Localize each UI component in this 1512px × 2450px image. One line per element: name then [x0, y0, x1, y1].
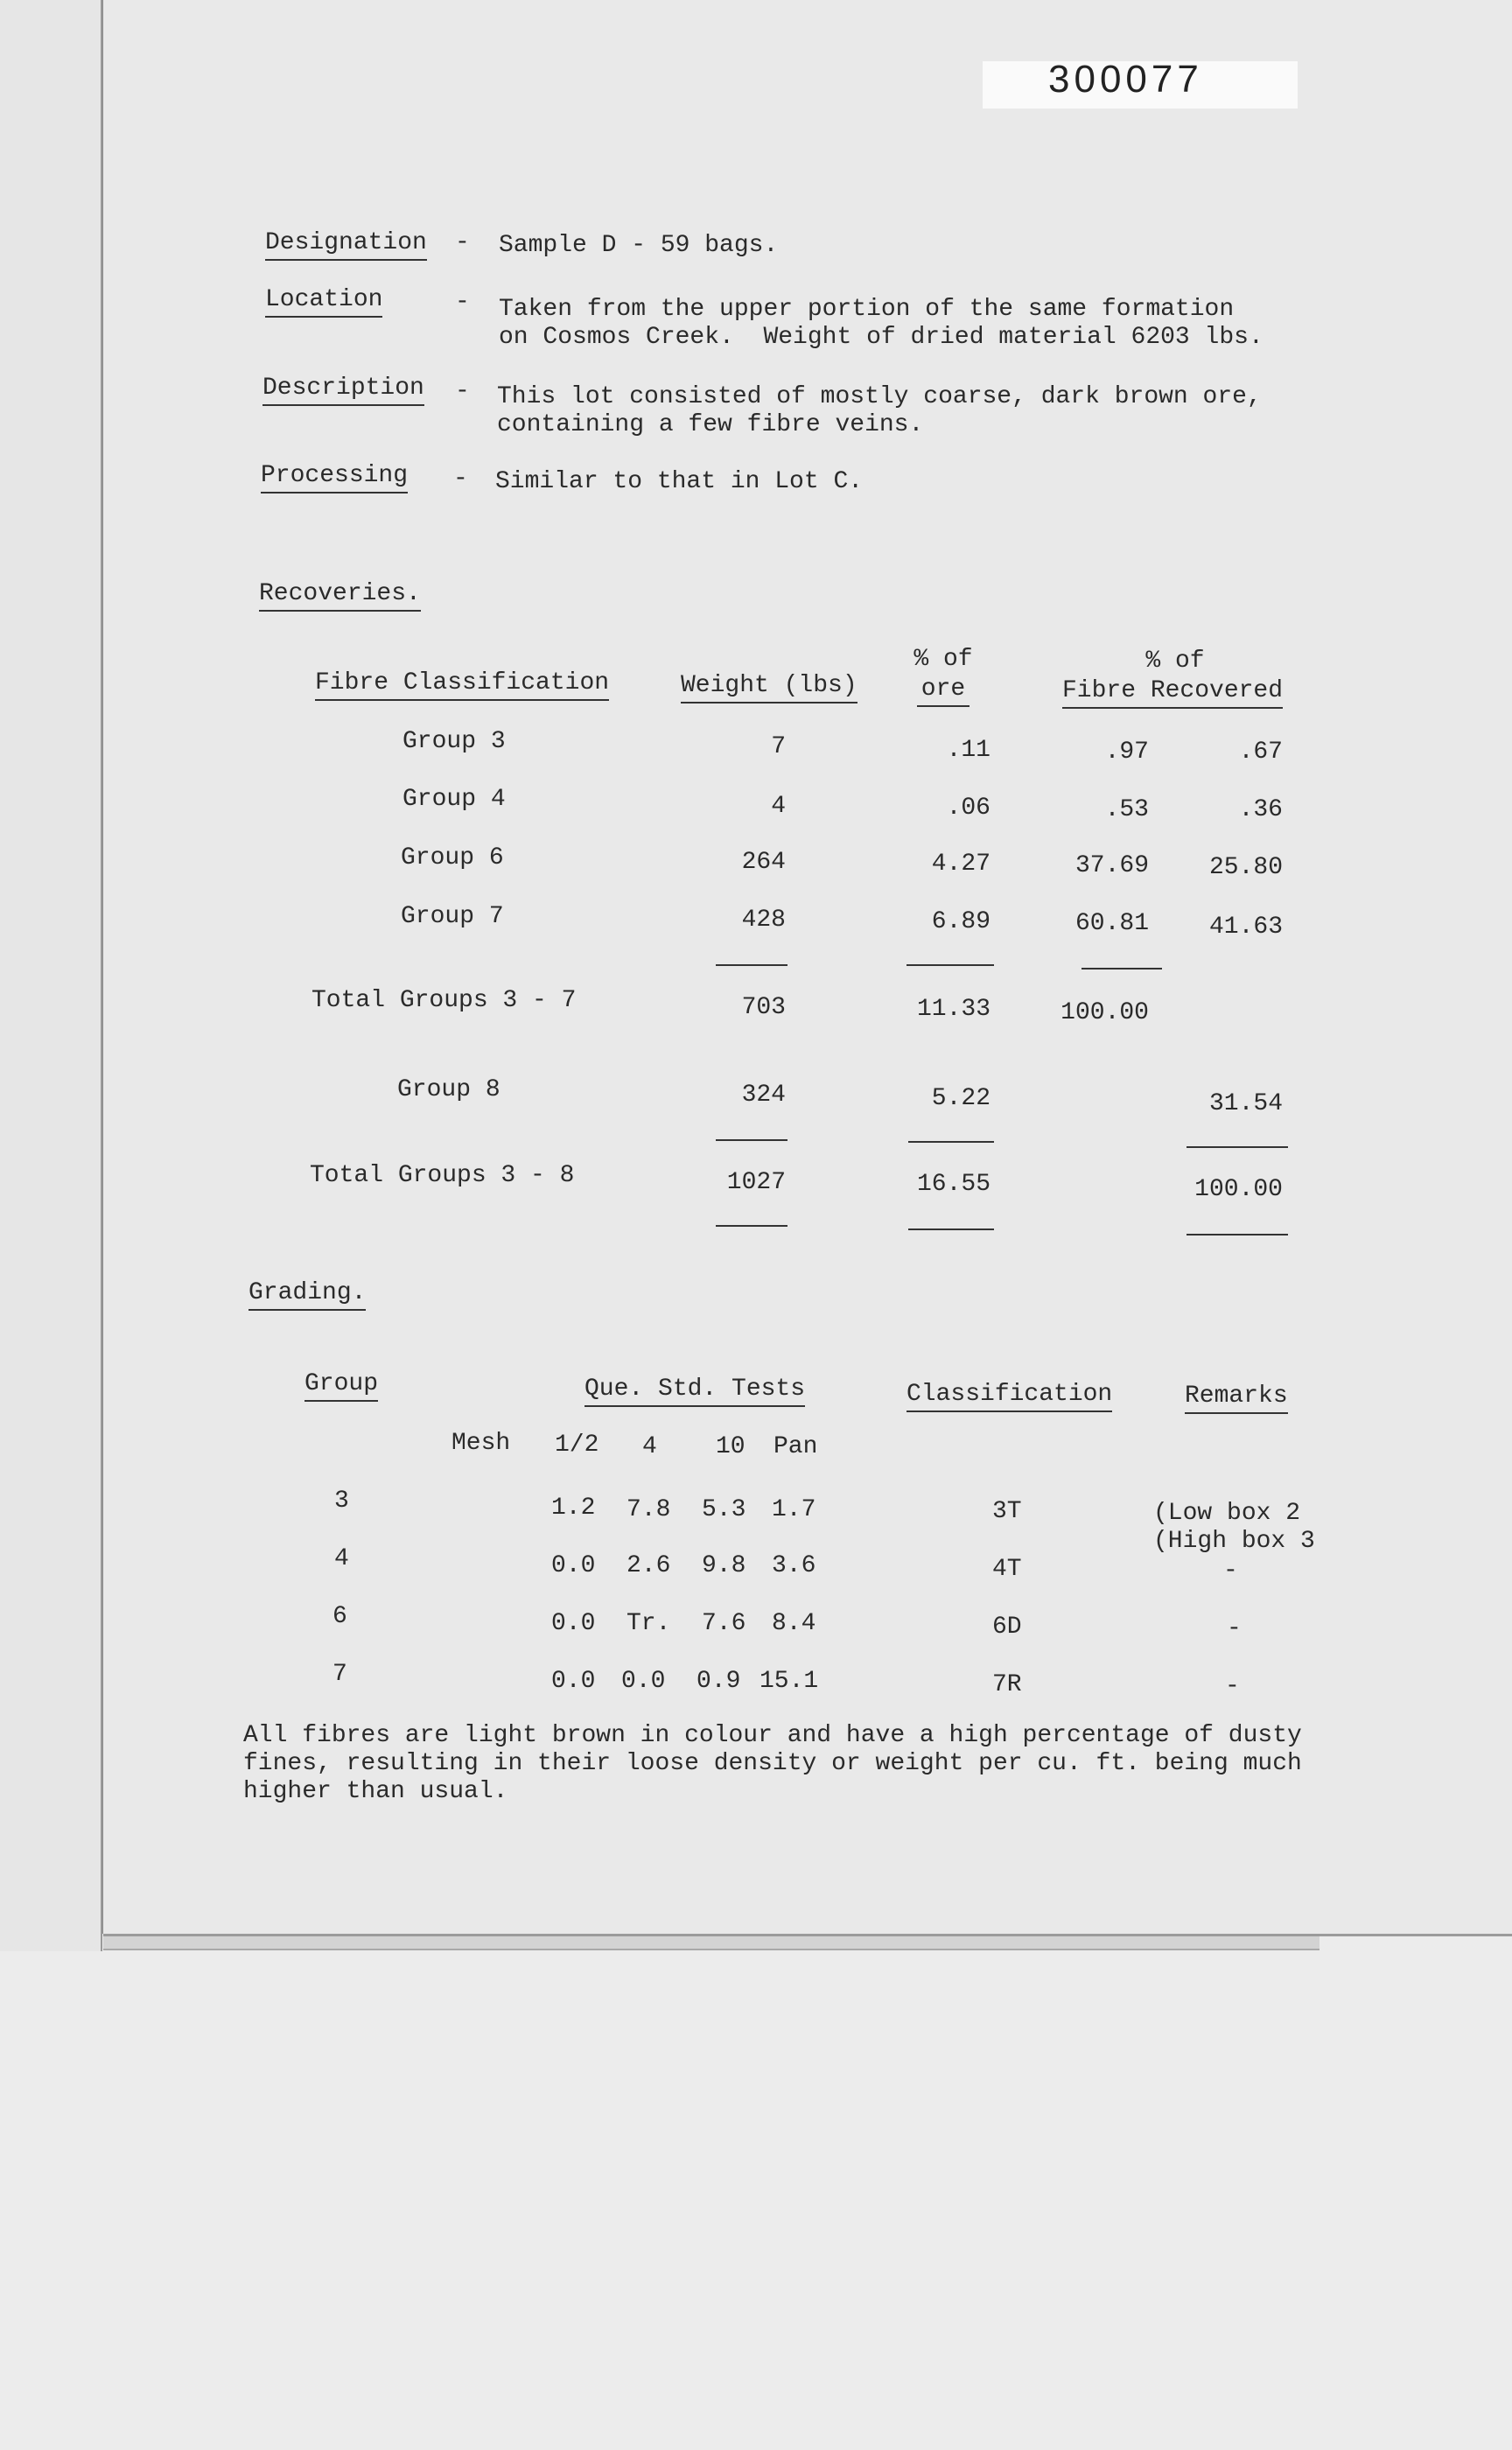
- processing-text: Similar to that in Lot C.: [495, 468, 864, 495]
- total-rule: [1186, 1234, 1288, 1236]
- scan-lower-area: [0, 1934, 1512, 2450]
- row-pct-fibre-a: 60.81: [1074, 910, 1149, 937]
- row-name: Group 4: [402, 786, 506, 813]
- description-dash: -: [455, 378, 470, 405]
- header-pct-fibre-2: Fibre Recovered: [1062, 677, 1283, 709]
- location-text-1: Taken from the upper portion of the same formation: [499, 296, 1235, 323]
- subtotal-rule: [906, 964, 994, 966]
- total-3-7-pct-fibre: 100.00: [1060, 999, 1149, 1026]
- recoveries-heading: Recoveries.: [259, 580, 421, 612]
- processing-label: Processing: [261, 462, 408, 494]
- grading-remark: -: [1227, 1615, 1242, 1642]
- row-pct-ore: 6.89: [931, 908, 990, 935]
- document-number-stamp: 300077: [1048, 58, 1203, 101]
- document-page: [103, 0, 1512, 1936]
- location-text-2: on Cosmos Creek. Weight of dried material 6203 lbs.: [499, 324, 1264, 351]
- row-pct-ore: .11: [946, 737, 990, 764]
- subtotal-rule: [1082, 968, 1162, 970]
- grading-value: 15.1: [760, 1668, 819, 1695]
- grading-value: 2.6: [626, 1552, 671, 1579]
- header-fibre-classification: Fibre Classification: [315, 669, 609, 701]
- grading-header-group: Group: [304, 1370, 378, 1402]
- grading-remark: -: [1223, 1558, 1238, 1585]
- mesh-size: 4: [642, 1433, 657, 1460]
- total-3-8-weight: 1027: [726, 1169, 786, 1196]
- row-name: Group 7: [401, 903, 504, 930]
- grading-value: 3.6: [772, 1552, 816, 1579]
- footer-note-line-1: All fibres are light brown in colour and have a high percentage of dusty: [243, 1722, 1302, 1749]
- group-8-weight: 324: [741, 1082, 786, 1109]
- header-pct-ore-1: % of: [914, 646, 973, 673]
- row-pct-fibre-b: .67: [1238, 738, 1283, 766]
- row-pct-fibre-a: 37.69: [1074, 852, 1149, 879]
- row-weight: 7: [771, 733, 786, 760]
- grading-value: Tr.: [626, 1610, 671, 1637]
- mesh-size: 1/2: [555, 1432, 599, 1459]
- grading-mesh-label: Mesh: [452, 1430, 511, 1457]
- grading-classification: 7R: [992, 1671, 1022, 1698]
- grading-header-remarks: Remarks: [1185, 1382, 1288, 1414]
- grading-remark: -: [1225, 1673, 1240, 1700]
- mesh-size: 10: [716, 1433, 746, 1460]
- total-3-7-weight: 703: [741, 994, 786, 1021]
- grading-group: 4: [334, 1545, 349, 1572]
- header-weight: Weight (lbs): [681, 672, 858, 704]
- total-rule: [716, 1225, 788, 1227]
- location-dash: -: [455, 289, 470, 316]
- grading-group: 3: [334, 1488, 349, 1515]
- grading-heading: Grading.: [248, 1279, 366, 1311]
- footer-note-line-3: higher than usual.: [243, 1778, 508, 1805]
- grading-classification: 6D: [992, 1614, 1022, 1641]
- grading-value: 1.7: [772, 1496, 816, 1523]
- grading-header-tests: Que. Std. Tests: [584, 1376, 805, 1407]
- row-name: Group 6: [401, 844, 504, 872]
- mesh-size: Pan: [774, 1433, 818, 1460]
- total-rule: [908, 1228, 994, 1230]
- subtotal-rule: [716, 964, 788, 966]
- header-pct-ore-2: ore: [917, 676, 970, 707]
- grading-header-classification: Classification: [906, 1381, 1112, 1412]
- row-pct-ore: 4.27: [931, 850, 990, 878]
- total-3-8-pct-ore: 16.55: [916, 1171, 990, 1198]
- row-pct-fibre-b: 41.63: [1208, 914, 1283, 941]
- grading-remark-extra: (High box 3: [1153, 1528, 1315, 1555]
- grading-value: 0.0: [551, 1668, 596, 1695]
- grading-value: 0.0: [621, 1668, 666, 1695]
- row-pct-fibre-a: .53: [1104, 796, 1149, 823]
- total-3-8-label: Total Groups 3 - 8: [310, 1162, 575, 1189]
- total-3-8-pct-fibre: 100.00: [1194, 1176, 1283, 1203]
- row-name: Group 3: [402, 728, 506, 755]
- header-pct-fibre-1: % of: [1145, 648, 1205, 675]
- group-8-pct-ore: 5.22: [931, 1085, 990, 1112]
- row-pct-fibre-b: .36: [1238, 796, 1283, 823]
- grading-remark: (Low box 2: [1153, 1500, 1301, 1527]
- description-text-2: containing a few fibre veins.: [497, 411, 924, 438]
- grading-value: 7.8: [626, 1496, 671, 1523]
- total-3-7-pct-ore: 11.33: [916, 996, 990, 1023]
- row-weight: 4: [771, 793, 786, 820]
- previous-page-edge: [0, 0, 102, 1951]
- group-8-label: Group 8: [397, 1076, 500, 1103]
- grading-value: 0.0: [551, 1610, 596, 1637]
- grading-value: 8.4: [772, 1610, 816, 1637]
- subtotal-rule: [716, 1139, 788, 1141]
- grading-group: 6: [332, 1603, 347, 1630]
- grading-classification: 4T: [992, 1556, 1022, 1583]
- group-8-pct-fibre: 31.54: [1208, 1090, 1283, 1117]
- grading-classification: 3T: [992, 1498, 1022, 1525]
- subtotal-rule: [908, 1141, 994, 1143]
- grading-value: 1.2: [551, 1494, 596, 1522]
- grading-value: 9.8: [702, 1552, 746, 1579]
- grading-value: 5.3: [702, 1496, 746, 1523]
- designation-label: Designation: [265, 229, 427, 261]
- designation-text: Sample D - 59 bags.: [499, 232, 779, 259]
- location-label: Location: [265, 286, 382, 318]
- grading-value: 7.6: [702, 1610, 746, 1637]
- description-label: Description: [262, 374, 424, 406]
- footer-note-line-2: fines, resulting in their loose density or weight per cu. ft. being much: [243, 1750, 1302, 1777]
- designation-dash: -: [455, 229, 470, 256]
- grading-value: 0.9: [696, 1668, 741, 1695]
- subtotal-rule: [1186, 1146, 1288, 1148]
- row-pct-fibre-a: .97: [1104, 738, 1149, 766]
- total-3-7-label: Total Groups 3 - 7: [312, 987, 577, 1014]
- description-text-1: This lot consisted of mostly coarse, dark brown ore,: [497, 383, 1262, 410]
- row-pct-fibre-b: 25.80: [1208, 854, 1283, 881]
- underlying-page-edge: [103, 1936, 1320, 1950]
- grading-group: 7: [332, 1661, 347, 1688]
- row-weight: 428: [741, 906, 786, 934]
- row-pct-ore: .06: [946, 794, 990, 822]
- row-weight: 264: [741, 849, 786, 876]
- processing-dash: -: [453, 466, 468, 493]
- grading-value: 0.0: [551, 1552, 596, 1579]
